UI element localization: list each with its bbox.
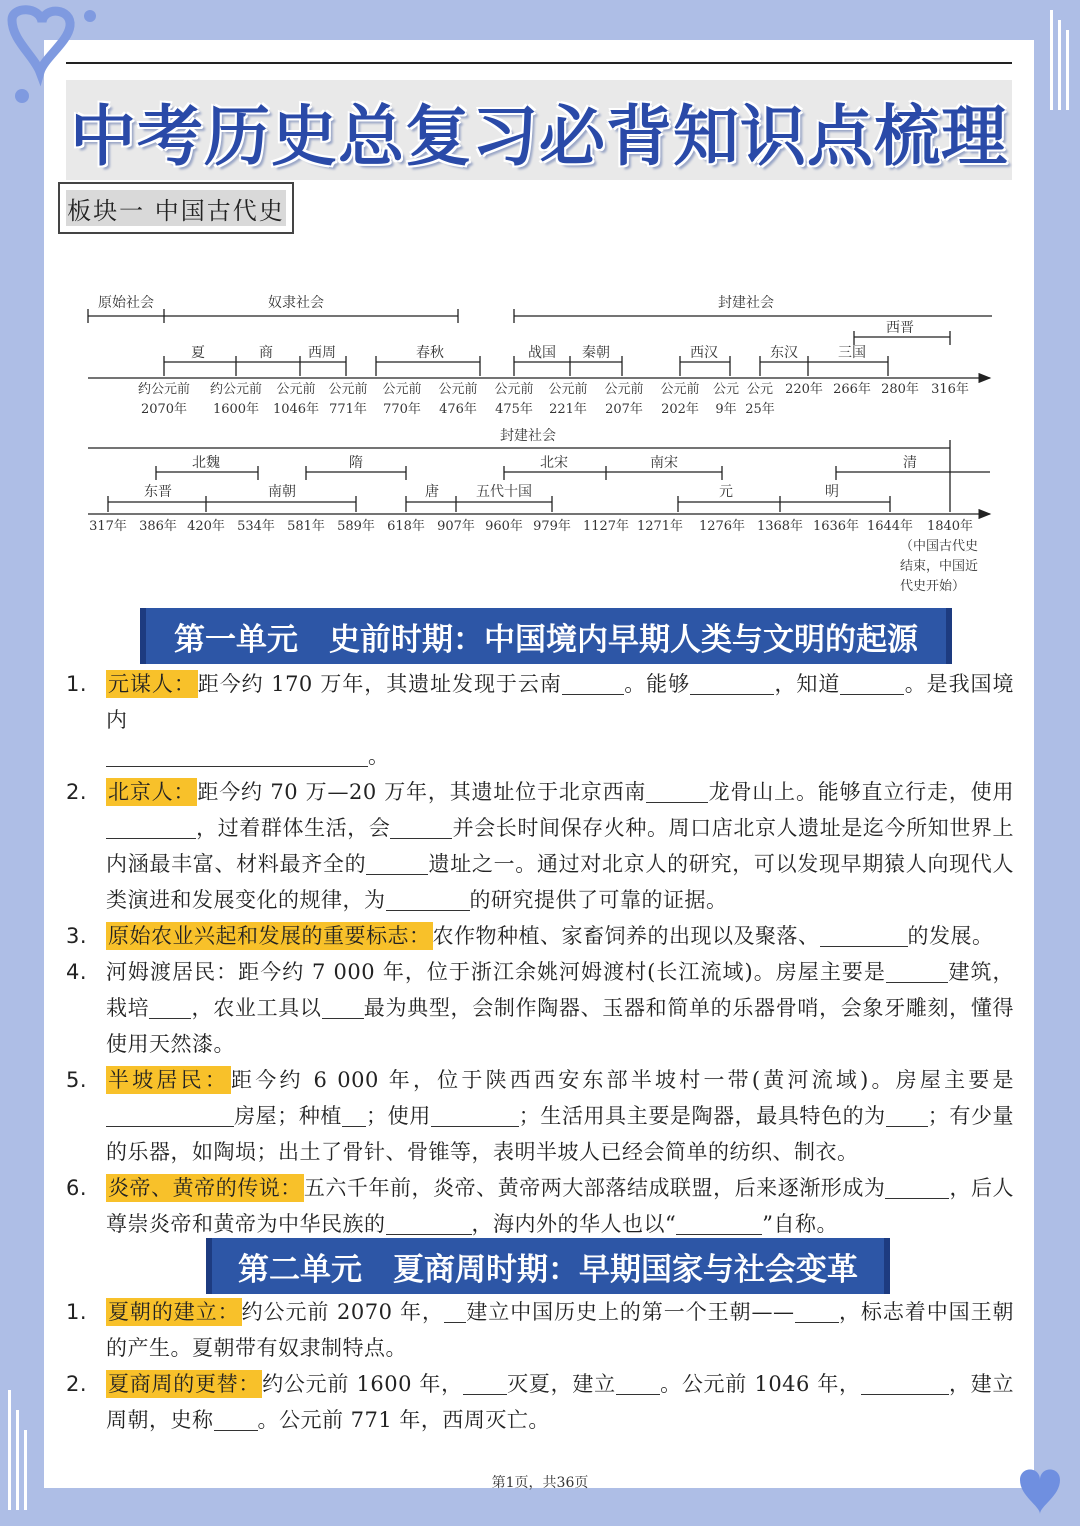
side-stripes-left [4,1390,34,1520]
date-label: 公元 [746,382,774,397]
period-label: 三国 [838,345,866,361]
list-item: 2. 夏商周的更替：约公元前 1600 年， 灭夏，建立 。公元前 1046 年， ，建立周朝，史称 。公元前 771 年，西周灭亡。 [66,1372,1015,1432]
date-label: 1127年 [582,519,630,534]
date-label: 770年 [383,402,421,417]
list-item: 1. 元谋人：距今约 170 万年，其遗址发现于云南 。能够 ，知道 。是我国境内 。 [66,672,1015,768]
period-label: 明 [825,484,839,500]
date-label: 960年 [485,519,523,534]
list-item: 6. 炎帝、黄帝的传说：五六千年前，炎帝、黄帝两大部落结成联盟，后来逐渐形成为 ，后人尊崇炎帝和黄帝为中华民族的 ，海内外的华人也以“ ”自称。 [66,1176,1015,1236]
period-label: 西汉 [690,345,718,361]
list-item: 1. 夏朝的建立：约公元前 2070 年， 建立中国历史上的第一个王朝—— ，标志着中国王朝的产生。夏朝带有奴隶制特点。 [66,1300,1015,1360]
date-label: 220年 [785,382,823,397]
date-label: 202年 [661,402,699,417]
period-label: 西晋 [886,320,914,336]
date-label: 221年 [549,402,587,417]
era-label: 封建社会 [500,428,556,444]
date-label: 317年 [89,519,127,534]
date-label: 907年 [437,519,475,534]
date-label: 约公元前 [137,382,191,397]
date-label: 2070年 [140,402,188,417]
timeline-note: 结束，中国近 [900,559,979,574]
date-label: 476年 [439,402,477,417]
unit2-heading [212,1238,884,1294]
unit1-heading [146,608,946,664]
period-label: 东晋 [144,484,172,500]
period-label: 秦朝 [582,345,610,361]
date-label: 1368年 [756,519,804,534]
list-item: 4. 河姆渡居民：距今约 7 000 年，位于浙江余姚河姆渡村(长江流域)。房屋主要是 建筑，栽培 ，农业工具以 最为典型，会制作陶器、玉器和简单的乐器骨哨，会象牙雕刻，懂得使用天然漆。 [66,960,1015,1056]
period-label: 商 [259,345,273,361]
period-label: 夏 [191,345,205,361]
date-label: 公元前 [328,382,368,397]
unit2-heading-text: 第二单元 夏商周时期：早期国家与社会变革 [238,1251,858,1288]
date-label: 589年 [337,519,375,534]
date-label: 771年 [329,402,367,417]
date-label: 207年 [605,402,643,417]
date-label: 266年 [833,382,871,397]
unit1-items [66,666,1014,1242]
section-label-text: 板块一 中国古代史 [66,190,286,226]
period-label: 元 [719,484,733,500]
era-label: 奴隶社会 [268,295,324,311]
list-item: 5. 半坡居民：距今约 6 000 年，位于陕西西安东部半坡村一带(黄河流域)。房屋主要是房屋；种植 ；使用 ；生活用具主要是陶器，最具特色的为 ；有少量的乐器，如陶埙；出土了骨针、骨锥等，表明半坡人已经会简单的纺织、制衣。 [66,1068,1015,1164]
timeline-chart [0,0,1080,600]
date-label: 534年 [237,519,275,534]
date-label: 公元前 [604,382,644,397]
date-label: 公元 [712,382,740,397]
date-label: 公元前 [276,382,316,397]
page-footer: 第1页，共36页 [491,1475,589,1491]
list-item: 3. 原始农业兴起和发展的重要标志：农作物种植、家畜饲养的出现以及聚落、 的发展。 [66,924,994,948]
date-label: 1271年 [636,519,684,534]
date-label: 公元前 [494,382,534,397]
date-label: 公元前 [438,382,478,397]
date-label: 1046年 [272,402,320,417]
date-label: 1840年 [926,519,974,534]
era-label: 封建社会 [718,295,774,311]
period-label: 五代十国 [476,484,532,500]
unit1-heading-text: 第一单元 史前时期：中国境内早期人类与文明的起源 [174,621,918,658]
date-label: 475年 [495,402,533,417]
date-label: 约公元前 [209,382,263,397]
timeline-note: （中国古代史 [900,539,979,554]
date-label: 581年 [287,519,325,534]
date-label: 1276年 [698,519,746,534]
list-item: 2. 北京人：距今约 70 万—20 万年，其遗址位于北京西南 龙骨山上。能够直立行走，使用，过着群体生活，会 并会长时间保存火种。周口店北京人遗址是迄今所知世界上内涵最丰富、材料最齐全的 遗址之一。通过对北京人的研究，可以发现早期猿人向现代人类演进和发展变化的规律，为 的研究提供了可靠的证据。 [66,780,1015,912]
date-label: 386年 [139,519,177,534]
date-label: 9年 [715,402,737,417]
period-label: 清 [903,455,917,471]
period-label: 西周 [308,345,336,361]
period-label: 春秋 [416,345,444,361]
date-label: 618年 [387,519,425,534]
page-title: 中考历史总复习必背知识点梳理 [70,97,1008,175]
date-label: 公元前 [660,382,700,397]
period-label: 唐 [425,484,439,500]
date-label: 420年 [187,519,225,534]
date-label: 280年 [881,382,919,397]
date-label: 316年 [931,382,969,397]
period-label: 战国 [528,345,556,361]
period-label: 隋 [349,455,363,471]
period-label: 南宋 [650,455,678,471]
date-label: 979年 [533,519,571,534]
period-label: 北宋 [540,455,568,471]
date-label: 公元前 [382,382,422,397]
period-label: 东汉 [770,345,798,361]
date-label: 公元前 [548,382,588,397]
era-label: 原始社会 [98,295,154,311]
unit2-items [66,1294,1014,1438]
date-label: 1600年 [212,402,260,417]
date-label: 25年 [745,402,775,417]
period-label: 南朝 [268,484,296,500]
timeline-note: 代史开始） [900,579,966,594]
period-label: 北魏 [192,455,220,471]
date-label: 1636年 [812,519,860,534]
date-label: 1644年 [866,519,914,534]
